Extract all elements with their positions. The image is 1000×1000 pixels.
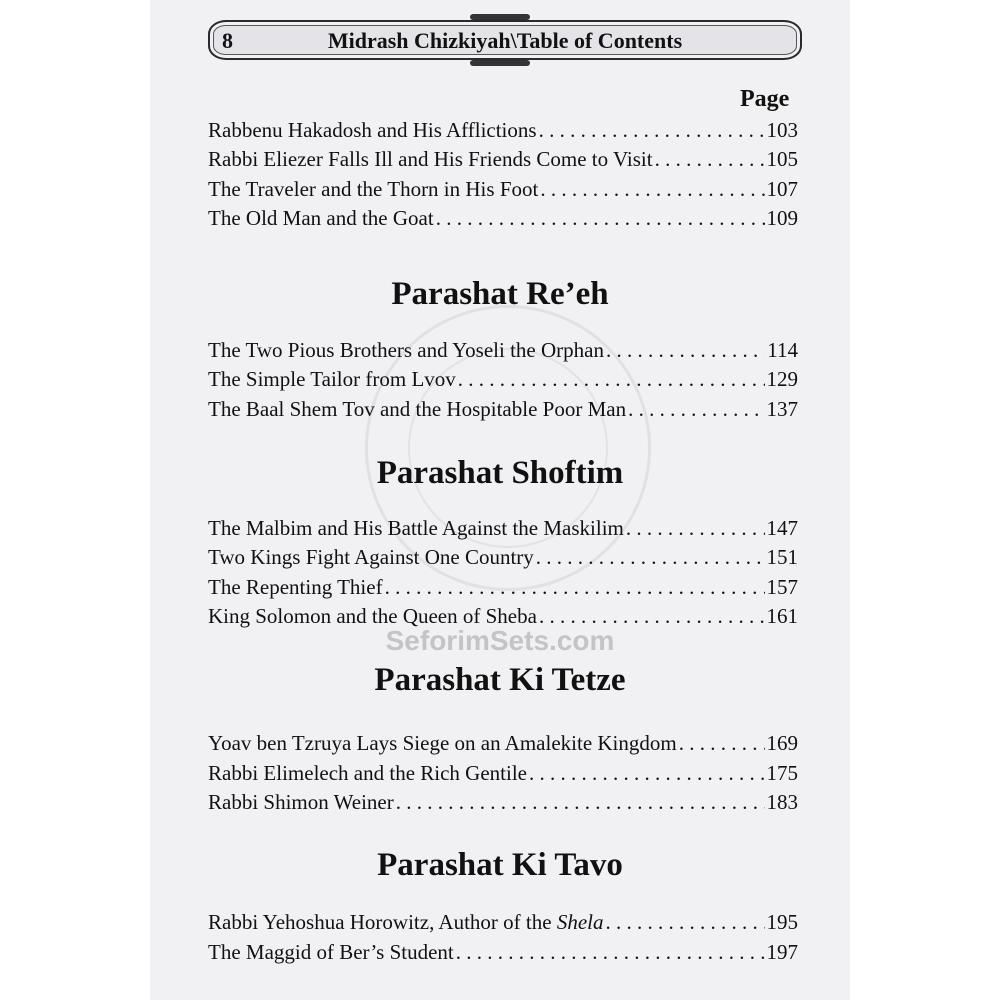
- toc-entry: [208, 940, 798, 968]
- header-title: Midrash Chizkiyah\Table of Contents: [327, 28, 683, 53]
- section-heading: Parashat Re’eh: [391, 276, 609, 312]
- entry-title: Yoav ben Tzruya Lays Siege on an Amalekite Kingdom: [208, 731, 677, 755]
- header-ornament-bottom: [470, 60, 530, 66]
- entry-title: The Old Man and the Goat: [208, 206, 434, 230]
- leader-dots: [679, 731, 765, 756]
- entry-page: 195: [766, 910, 798, 934]
- toc-entry: [208, 761, 798, 789]
- leader-dots: [626, 516, 765, 541]
- entry-title: The Simple Tailor from Lvov: [208, 367, 456, 391]
- section-heading: Parashat Ki Tavo: [377, 847, 623, 883]
- toc-entry: [208, 731, 798, 759]
- entry-title: The Malbim and His Battle Against the Maskilim: [208, 516, 624, 540]
- entry-title: The Baal Shem Tov and the Hospitable Poor Man: [208, 397, 627, 421]
- entry-title: Rabbi Shimon Weiner: [208, 790, 394, 814]
- book-page: [150, 0, 850, 1000]
- entry-page: 169: [766, 731, 798, 755]
- entry-title: The Maggid of Ber’s Student: [208, 940, 454, 964]
- toc-entry: [208, 147, 798, 175]
- entry-title-text: Rabbi Yehoshua Horowitz, Author of the: [208, 910, 557, 934]
- leader-dots: [396, 790, 765, 815]
- entry-title-italic: Shela: [556, 910, 604, 934]
- toc-entry: [208, 206, 798, 234]
- leader-dots: [540, 177, 764, 202]
- page-number: 8: [222, 28, 233, 53]
- toc-entry: [208, 367, 798, 395]
- page-column-label: Page: [740, 86, 790, 112]
- leader-dots: [606, 338, 765, 363]
- entry-title: Rabbi Eliezer Falls Ill and His Friends Come to Visit: [208, 147, 653, 171]
- section-heading: Parashat Ki Tetze: [374, 662, 626, 698]
- toc-entry: [208, 177, 798, 205]
- leader-dots: [655, 147, 765, 172]
- leader-dots: [529, 761, 765, 786]
- entry-page: 157: [766, 575, 798, 599]
- leader-dots: [456, 940, 765, 965]
- leader-dots: [385, 575, 765, 600]
- toc-entry: [208, 604, 798, 632]
- toc-entry: [208, 338, 798, 366]
- entry-page: 151: [766, 545, 798, 569]
- entry-title: The Repenting Thief: [208, 575, 383, 599]
- entry-page: 183: [766, 790, 798, 814]
- entry-page: 175: [766, 761, 798, 785]
- entry-page: 197: [766, 940, 798, 964]
- watermark-text: SeforimSets.com: [385, 625, 615, 656]
- entry-page: 137: [766, 397, 798, 421]
- leader-dots: [436, 206, 765, 231]
- toc-entry: [208, 516, 798, 544]
- entry-page: 107: [766, 177, 798, 201]
- section-heading: Parashat Shoftim: [376, 455, 624, 491]
- entry-title: King Solomon and the Queen of Sheba: [208, 604, 537, 628]
- entry-page: 129: [766, 367, 798, 391]
- entry-page: 103: [766, 118, 798, 142]
- leader-dots: [539, 118, 765, 143]
- entry-page: 114: [767, 338, 798, 362]
- entry-title: The Two Pious Brothers and Yoseli the Orphan: [208, 338, 604, 362]
- toc-entry: [208, 575, 798, 603]
- entry-title: Rabbi Elimelech and the Rich Gentile: [208, 761, 527, 785]
- leader-dots: [536, 545, 765, 570]
- leader-dots: [605, 910, 764, 935]
- leader-dots: [539, 604, 765, 629]
- entry-page: 161: [766, 604, 798, 628]
- leader-dots: [628, 397, 764, 422]
- entry-title: [208, 910, 603, 935]
- entry-title: Rabbenu Hakadosh and His Afflictions: [208, 118, 537, 142]
- toc-entry: [208, 397, 798, 425]
- leader-dots: [458, 367, 765, 392]
- toc-entry: [208, 545, 798, 573]
- entry-page: 147: [766, 516, 798, 540]
- entry-page: 109: [766, 206, 798, 230]
- entry-title: The Traveler and the Thorn in His Foot: [208, 177, 539, 201]
- toc-entry: [208, 910, 798, 938]
- entry-page: 105: [766, 147, 798, 171]
- running-header: [208, 20, 802, 60]
- toc-entry: [208, 118, 798, 146]
- entry-title: Two Kings Fight Against One Country: [208, 545, 534, 569]
- toc-entry: [208, 790, 798, 818]
